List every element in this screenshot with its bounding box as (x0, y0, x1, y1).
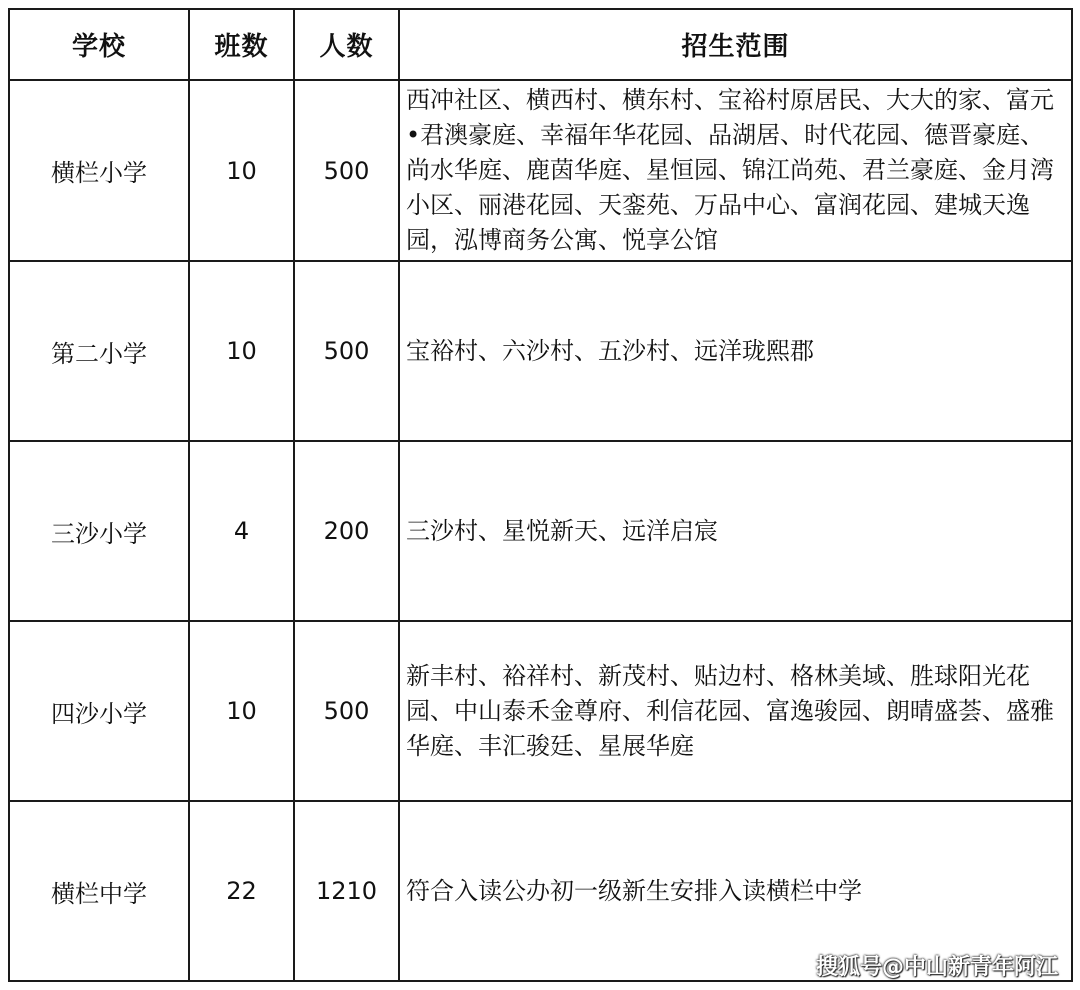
cell-school: 三沙小学 (9, 441, 189, 621)
cell-school: 第二小学 (9, 261, 189, 441)
cell-people: 200 (294, 441, 399, 621)
watermark-text: 搜狐号@中山新青年阿江 (815, 955, 1058, 980)
enrollment-table (8, 8, 1073, 982)
cell-range: 新丰村、裕祥村、新茂村、贴边村、格林美域、胜球阳光花园、中山泰禾金尊府、利信花园、富逸骏园、朗晴盛荟、盛雅华庭、丰汇骏廷、星展华庭 (399, 621, 1072, 801)
table-header-row (9, 9, 1072, 80)
table-row (9, 621, 1072, 801)
cell-classes: 10 (189, 80, 294, 261)
cell-classes: 10 (189, 261, 294, 441)
cell-people: 500 (294, 621, 399, 801)
cell-range: 西冲社区、横西村、横东村、宝裕村原居民、大大的家、富元•君澳豪庭、幸福年华花园、品湖居、时代花园、德晋豪庭、尚水华庭、鹿茵华庭、星恒园、锦江尚苑、君兰豪庭、金月湾小区、丽港花园、天銮苑、万品中心、富润花园、建城天逸园，泓博商务公寓、悦享公馆 (399, 80, 1072, 261)
table-row (9, 80, 1072, 261)
cell-people: 1210 (294, 801, 399, 981)
cell-classes: 22 (189, 801, 294, 981)
cell-people: 500 (294, 261, 399, 441)
cell-classes: 4 (189, 441, 294, 621)
cell-school: 四沙小学 (9, 621, 189, 801)
table-row (9, 441, 1072, 621)
cell-school: 横栏小学 (9, 80, 189, 261)
header-people: 人数 (294, 9, 399, 80)
header-classes: 班数 (189, 9, 294, 80)
cell-people: 500 (294, 80, 399, 261)
header-school: 学校 (9, 9, 189, 80)
enrollment-table-sheet (8, 8, 1071, 982)
table-row (9, 261, 1072, 441)
cell-range: 符合入读公办初一级新生安排入读横栏中学 (399, 801, 1072, 981)
cell-range: 宝裕村、六沙村、五沙村、远洋珑熙郡 (399, 261, 1072, 441)
cell-school: 横栏中学 (9, 801, 189, 981)
cell-range: 三沙村、星悦新天、远洋启宸 (399, 441, 1072, 621)
header-range: 招生范围 (399, 9, 1072, 80)
cell-classes: 10 (189, 621, 294, 801)
